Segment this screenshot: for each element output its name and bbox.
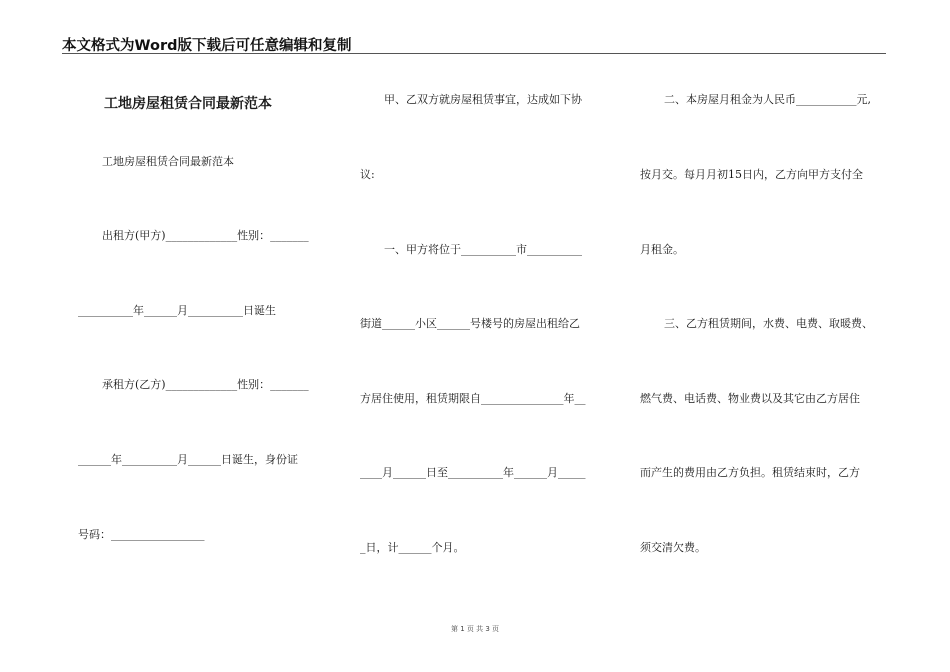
document-title: 工地房屋租赁合同最新范本 [104,96,272,112]
paragraph-line: _日，计______个月。 [360,541,465,554]
paragraph-line: 甲、乙双方就房屋租赁事宜，达成如下协 [384,93,582,106]
paragraph-line: 方居住使用，租赁期限自_______________年__ [360,392,586,405]
paragraph-line: 号码：_________________ [78,528,205,541]
paragraph-line: ____月______日至__________年______月_____ [360,466,586,479]
paragraph-line: ______年__________月______日诞生，身份证 [78,453,298,466]
page-number: 第 1 页 共 3 页 [450,625,500,633]
document-header: 本文格式为Word版下载后可任意编辑和复制 [62,38,352,54]
paragraph-line: 街道______小区______号楼号的房屋出租给乙 [360,317,580,330]
paragraph-line: 须交清欠费。 [640,541,706,554]
paragraph-line: 出租方(甲方)_____________性别：_______ [102,229,309,242]
paragraph-line: 议: [360,168,375,181]
paragraph-line: 承租方(乙方)_____________性别：_______ [102,378,309,391]
paragraph-line: 燃气费、电话费、物业费以及其它由乙方居住 [640,392,860,405]
paragraph-line: __________年______月__________日诞生 [78,304,276,317]
paragraph-line: 三、乙方租赁期间，水费、电费、取暖费、 [664,317,873,330]
paragraph-line: 而产生的费用由乙方负担。租赁结束时，乙方 [640,466,860,479]
paragraph-line: 月租金。 [640,243,684,256]
header-divider [62,53,886,54]
paragraph-line: 一、甲方将位于__________市__________ [384,243,582,256]
paragraph-line: 按月交。每月月初15日内，乙方向甲方支付全 [640,168,863,181]
paragraph-line: 工地房屋租赁合同最新范本 [102,155,234,168]
paragraph-line: 二、本房屋月租金为人民币___________元, [664,93,871,106]
